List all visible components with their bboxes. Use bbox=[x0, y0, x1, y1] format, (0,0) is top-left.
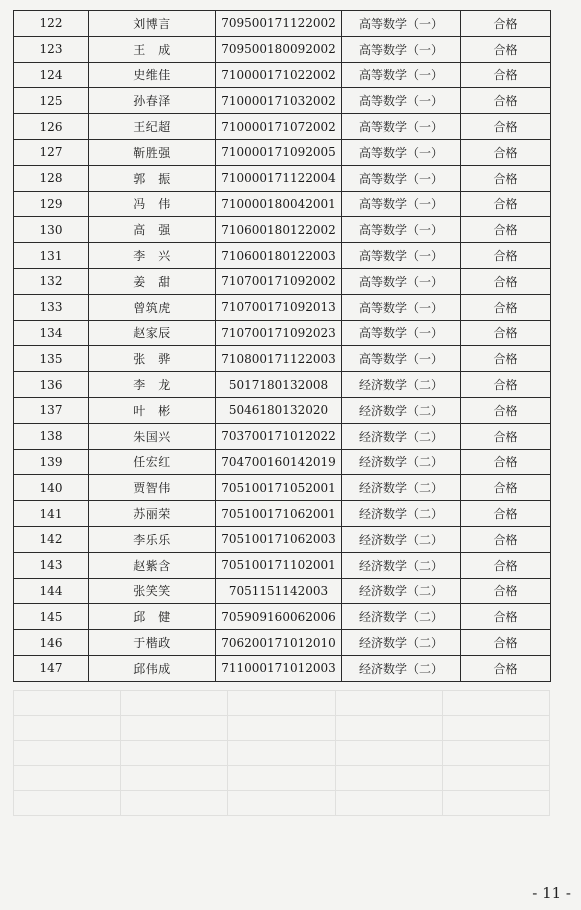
table-row bbox=[14, 139, 551, 165]
row-number-cell: 135 bbox=[14, 346, 89, 372]
result-cell: 合格 bbox=[461, 655, 551, 681]
subject-cell: 高等数学（一） bbox=[342, 165, 461, 191]
result-cell: 合格 bbox=[461, 423, 551, 449]
row-number-cell: 129 bbox=[14, 191, 89, 217]
subject-cell: 经济数学（二） bbox=[342, 552, 461, 578]
result-cell: 合格 bbox=[461, 449, 551, 475]
subject-cell: 高等数学（一） bbox=[342, 191, 461, 217]
subject-cell: 高等数学（一） bbox=[342, 36, 461, 62]
table-row bbox=[14, 320, 551, 346]
subject-cell: 经济数学（二） bbox=[342, 372, 461, 398]
table-row bbox=[14, 423, 551, 449]
student-name-cell: 王纪超 bbox=[89, 114, 216, 140]
subject-cell: 高等数学（一） bbox=[342, 268, 461, 294]
result-cell: 合格 bbox=[461, 217, 551, 243]
result-cell: 合格 bbox=[461, 88, 551, 114]
table-row bbox=[14, 526, 551, 552]
subject-cell: 经济数学（二） bbox=[342, 501, 461, 527]
exam-id-cell: 710000171092005 bbox=[216, 139, 342, 165]
student-name-cell: 张 骅 bbox=[89, 346, 216, 372]
exam-id-cell: 710000180042001 bbox=[216, 191, 342, 217]
result-cell: 合格 bbox=[461, 630, 551, 656]
subject-cell: 高等数学（一） bbox=[342, 217, 461, 243]
result-cell: 合格 bbox=[461, 294, 551, 320]
subject-cell: 经济数学（二） bbox=[342, 655, 461, 681]
exam-id-cell: 710000171032002 bbox=[216, 88, 342, 114]
row-number-cell: 125 bbox=[14, 88, 89, 114]
exam-id-cell: 705909160062006 bbox=[216, 604, 342, 630]
student-name-cell: 邱 健 bbox=[89, 604, 216, 630]
results-table bbox=[13, 10, 551, 682]
row-number-cell: 147 bbox=[14, 655, 89, 681]
table-row bbox=[14, 501, 551, 527]
exam-id-cell: 710700171092002 bbox=[216, 268, 342, 294]
subject-cell: 经济数学（二） bbox=[342, 475, 461, 501]
row-number-cell: 136 bbox=[14, 372, 89, 398]
row-number-cell: 131 bbox=[14, 243, 89, 269]
subject-cell: 经济数学（二） bbox=[342, 604, 461, 630]
row-number-cell: 137 bbox=[14, 397, 89, 423]
exam-id-cell: 705100171102001 bbox=[216, 552, 342, 578]
student-name-cell: 高 强 bbox=[89, 217, 216, 243]
exam-id-cell: 711000171012003 bbox=[216, 655, 342, 681]
result-cell: 合格 bbox=[461, 346, 551, 372]
row-number-cell: 127 bbox=[14, 139, 89, 165]
table-row bbox=[14, 11, 551, 37]
result-cell: 合格 bbox=[461, 501, 551, 527]
subject-cell: 高等数学（一） bbox=[342, 88, 461, 114]
student-name-cell: 曾筑虎 bbox=[89, 294, 216, 320]
result-cell: 合格 bbox=[461, 552, 551, 578]
subject-cell: 高等数学（一） bbox=[342, 320, 461, 346]
exam-id-cell: 706200171012010 bbox=[216, 630, 342, 656]
bleed-through-table bbox=[13, 690, 550, 816]
subject-cell: 高等数学（一） bbox=[342, 11, 461, 37]
subject-cell: 高等数学（一） bbox=[342, 139, 461, 165]
student-name-cell: 孙春泽 bbox=[89, 88, 216, 114]
table-row bbox=[14, 372, 551, 398]
table-row bbox=[14, 243, 551, 269]
exam-id-cell: 710700171092023 bbox=[216, 320, 342, 346]
subject-cell: 经济数学（二） bbox=[342, 578, 461, 604]
table-row bbox=[14, 191, 551, 217]
exam-id-cell: 703700171012022 bbox=[216, 423, 342, 449]
row-number-cell: 144 bbox=[14, 578, 89, 604]
table-row bbox=[14, 217, 551, 243]
row-number-cell: 133 bbox=[14, 294, 89, 320]
subject-cell: 高等数学（一） bbox=[342, 294, 461, 320]
result-cell: 合格 bbox=[461, 320, 551, 346]
student-name-cell: 李 龙 bbox=[89, 372, 216, 398]
exam-id-cell: 710000171022002 bbox=[216, 62, 342, 88]
row-number-cell: 130 bbox=[14, 217, 89, 243]
subject-cell: 经济数学（二） bbox=[342, 449, 461, 475]
result-cell: 合格 bbox=[461, 62, 551, 88]
table-row bbox=[14, 36, 551, 62]
row-number-cell: 134 bbox=[14, 320, 89, 346]
exam-id-cell: 710000171072002 bbox=[216, 114, 342, 140]
student-name-cell: 张笑笑 bbox=[89, 578, 216, 604]
result-cell: 合格 bbox=[461, 526, 551, 552]
subject-cell: 高等数学（一） bbox=[342, 346, 461, 372]
student-name-cell: 于楷政 bbox=[89, 630, 216, 656]
results-table-body bbox=[14, 11, 551, 682]
subject-cell: 高等数学（一） bbox=[342, 62, 461, 88]
exam-id-cell: 704700160142019 bbox=[216, 449, 342, 475]
exam-id-cell: 705100171052001 bbox=[216, 475, 342, 501]
student-name-cell: 李乐乐 bbox=[89, 526, 216, 552]
row-number-cell: 139 bbox=[14, 449, 89, 475]
result-cell: 合格 bbox=[461, 578, 551, 604]
exam-id-cell: 7051151142003 bbox=[216, 578, 342, 604]
exam-id-cell: 5017180132008 bbox=[216, 372, 342, 398]
subject-cell: 高等数学（一） bbox=[342, 243, 461, 269]
result-cell: 合格 bbox=[461, 114, 551, 140]
row-number-cell: 138 bbox=[14, 423, 89, 449]
table-row bbox=[14, 114, 551, 140]
student-name-cell: 冯 伟 bbox=[89, 191, 216, 217]
row-number-cell: 142 bbox=[14, 526, 89, 552]
table-row bbox=[14, 88, 551, 114]
result-cell: 合格 bbox=[461, 165, 551, 191]
student-name-cell: 贾智伟 bbox=[89, 475, 216, 501]
page-number: - 11 - bbox=[532, 884, 571, 902]
student-name-cell: 王 成 bbox=[89, 36, 216, 62]
student-name-cell: 李 兴 bbox=[89, 243, 216, 269]
result-cell: 合格 bbox=[461, 604, 551, 630]
table-row bbox=[14, 294, 551, 320]
exam-id-cell: 710700171092013 bbox=[216, 294, 342, 320]
result-cell: 合格 bbox=[461, 475, 551, 501]
row-number-cell: 143 bbox=[14, 552, 89, 578]
result-cell: 合格 bbox=[461, 243, 551, 269]
result-cell: 合格 bbox=[461, 397, 551, 423]
table-row bbox=[14, 397, 551, 423]
student-name-cell: 姜 甜 bbox=[89, 268, 216, 294]
table-row bbox=[14, 268, 551, 294]
row-number-cell: 122 bbox=[14, 11, 89, 37]
row-number-cell: 132 bbox=[14, 268, 89, 294]
exam-id-cell: 710800171122003 bbox=[216, 346, 342, 372]
subject-cell: 经济数学（二） bbox=[342, 630, 461, 656]
table-row bbox=[14, 62, 551, 88]
exam-id-cell: 710600180122002 bbox=[216, 217, 342, 243]
table-row bbox=[14, 165, 551, 191]
subject-cell: 经济数学（二） bbox=[342, 423, 461, 449]
exam-id-cell: 710600180122003 bbox=[216, 243, 342, 269]
row-number-cell: 140 bbox=[14, 475, 89, 501]
subject-cell: 高等数学（一） bbox=[342, 114, 461, 140]
subject-cell: 经济数学（二） bbox=[342, 397, 461, 423]
row-number-cell: 124 bbox=[14, 62, 89, 88]
student-name-cell: 刘博言 bbox=[89, 11, 216, 37]
row-number-cell: 126 bbox=[14, 114, 89, 140]
result-cell: 合格 bbox=[461, 268, 551, 294]
student-name-cell: 邱伟成 bbox=[89, 655, 216, 681]
exam-id-cell: 709500180092002 bbox=[216, 36, 342, 62]
student-name-cell: 赵紫含 bbox=[89, 552, 216, 578]
table-row bbox=[14, 552, 551, 578]
result-cell: 合格 bbox=[461, 139, 551, 165]
student-name-cell: 任宏红 bbox=[89, 449, 216, 475]
student-name-cell: 赵家辰 bbox=[89, 320, 216, 346]
exam-id-cell: 5046180132020 bbox=[216, 397, 342, 423]
student-name-cell: 朱国兴 bbox=[89, 423, 216, 449]
exam-id-cell: 709500171122002 bbox=[216, 11, 342, 37]
row-number-cell: 128 bbox=[14, 165, 89, 191]
table-row bbox=[14, 578, 551, 604]
student-name-cell: 靳胜强 bbox=[89, 139, 216, 165]
result-cell: 合格 bbox=[461, 191, 551, 217]
row-number-cell: 123 bbox=[14, 36, 89, 62]
student-name-cell: 史维佳 bbox=[89, 62, 216, 88]
result-cell: 合格 bbox=[461, 372, 551, 398]
row-number-cell: 146 bbox=[14, 630, 89, 656]
student-name-cell: 苏丽荣 bbox=[89, 501, 216, 527]
exam-id-cell: 705100171062003 bbox=[216, 526, 342, 552]
exam-id-cell: 710000171122004 bbox=[216, 165, 342, 191]
table-row bbox=[14, 630, 551, 656]
subject-cell: 经济数学（二） bbox=[342, 526, 461, 552]
table-row bbox=[14, 475, 551, 501]
table-row bbox=[14, 604, 551, 630]
result-cell: 合格 bbox=[461, 36, 551, 62]
row-number-cell: 141 bbox=[14, 501, 89, 527]
table-row bbox=[14, 655, 551, 681]
row-number-cell: 145 bbox=[14, 604, 89, 630]
result-cell: 合格 bbox=[461, 11, 551, 37]
exam-id-cell: 705100171062001 bbox=[216, 501, 342, 527]
student-name-cell: 叶 彬 bbox=[89, 397, 216, 423]
table-row bbox=[14, 346, 551, 372]
student-name-cell: 郭 振 bbox=[89, 165, 216, 191]
table-row bbox=[14, 449, 551, 475]
